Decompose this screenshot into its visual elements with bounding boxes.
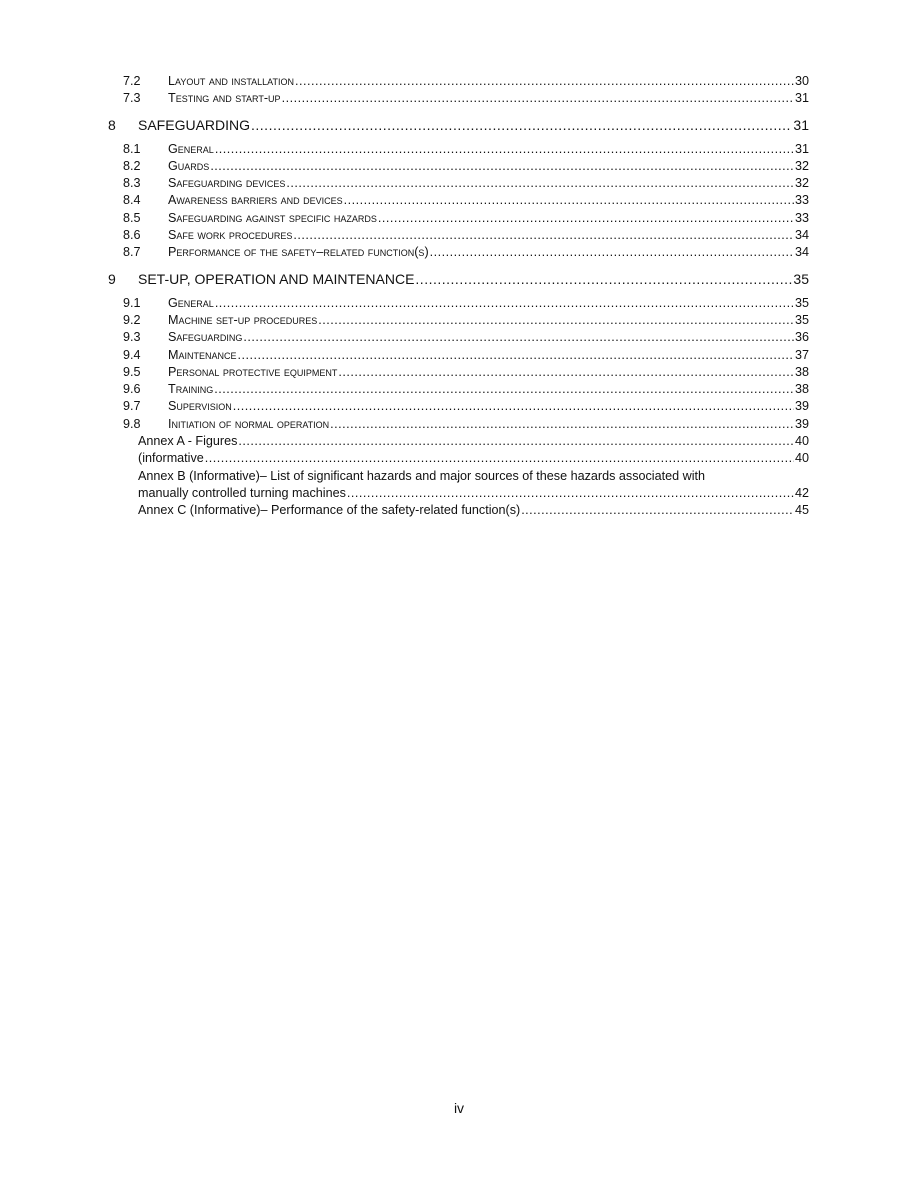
toc-entry[interactable] <box>0 192 918 209</box>
toc-entry-page: 39 <box>794 416 809 431</box>
toc-entry-title: Training <box>168 382 214 397</box>
toc-entry-title: Awareness barriers and devices <box>168 193 343 208</box>
toc-leader-dots <box>215 295 794 312</box>
toc-leader-dots <box>521 502 794 519</box>
toc-leader-dots <box>430 244 794 261</box>
toc-entry[interactable] <box>0 347 918 364</box>
toc-entry-number: 8.7 <box>123 245 141 260</box>
toc-section-title: SAFEGUARDING <box>138 116 251 133</box>
toc-annex-title: manually controlled turning machines <box>138 485 346 500</box>
toc-entry[interactable] <box>0 312 918 329</box>
toc-entry[interactable] <box>0 158 918 175</box>
toc-entry-title: Safeguarding devices <box>168 176 286 191</box>
toc-entry-page: 32 <box>794 176 809 191</box>
toc-entry-number: 9.8 <box>123 416 141 431</box>
toc-entry-page: 33 <box>794 193 809 208</box>
toc-section-number: 9 <box>108 270 116 287</box>
toc-entry-page: 31 <box>794 91 809 106</box>
toc-entry-page: 34 <box>794 228 809 243</box>
toc-entry-title: Initiation of normal operation <box>168 416 330 431</box>
toc-entry[interactable] <box>0 364 918 381</box>
toc-annex-entry[interactable] <box>0 433 918 450</box>
toc-entry-title: Layout and installation <box>168 74 295 88</box>
toc-entry-title: Safe work procedures <box>168 228 293 243</box>
toc-leader-dots <box>210 158 794 175</box>
toc-entry[interactable] <box>0 227 918 244</box>
toc-annex-entry[interactable] <box>0 502 918 519</box>
toc-entry-page: 35 <box>794 295 809 310</box>
toc-entry-number: 8.6 <box>123 228 141 243</box>
toc-leader-dots <box>214 381 794 398</box>
toc-entry-page: 34 <box>794 245 809 260</box>
toc-entry-title: Guards <box>168 158 210 173</box>
toc-entry-number: 8.4 <box>123 193 141 208</box>
toc-section-title: SET-UP, OPERATION AND MAINTENANCE <box>138 270 415 287</box>
toc-entry-title: Personal protective equipment <box>168 364 338 379</box>
toc-entry-page: 35 <box>793 270 809 287</box>
toc-entry-title: Machine set-up procedures <box>168 312 318 327</box>
toc-leader-dots <box>233 398 794 415</box>
toc-leader-dots <box>318 312 794 329</box>
toc-entry-page: 38 <box>794 382 809 397</box>
toc-entry[interactable] <box>0 175 918 192</box>
toc-entry-title: Testing and start-up <box>168 91 281 106</box>
toc-entry[interactable] <box>0 141 918 158</box>
toc-entry[interactable] <box>0 416 918 433</box>
toc-entry-number: 7.2 <box>123 74 141 88</box>
toc-leader-dots <box>293 227 794 244</box>
toc-entry-page: 36 <box>794 330 809 345</box>
toc-entry-page: 31 <box>794 141 809 156</box>
toc-entry[interactable] <box>0 244 918 261</box>
toc-entry-number: 9.1 <box>123 295 141 310</box>
toc-entry-title: Safeguarding <box>168 330 243 345</box>
toc-leader-dots <box>295 73 794 90</box>
toc-entry-number: 8.2 <box>123 158 141 173</box>
toc-entry[interactable] <box>0 398 918 415</box>
toc-entry[interactable] <box>0 381 918 398</box>
toc-entry[interactable] <box>0 90 918 107</box>
toc-entry[interactable] <box>0 295 918 312</box>
toc-entry-page: 33 <box>794 210 809 225</box>
toc-entry-page: 37 <box>794 347 809 362</box>
toc-section-number: 8 <box>108 116 116 133</box>
toc-entry-title: General <box>168 295 214 310</box>
toc-entry-title: Safeguarding against specific hazards <box>168 210 377 225</box>
toc-entry-number: 9.6 <box>123 382 141 397</box>
toc-leader-dots <box>338 364 794 381</box>
toc-entry-number: 9.7 <box>123 399 141 414</box>
toc-entry-title: Maintenance <box>168 347 237 362</box>
toc-entry-page: 32 <box>794 158 809 173</box>
toc-entry-number: 7.3 <box>123 91 141 106</box>
toc-leader-dots <box>251 116 792 134</box>
toc-leader-dots <box>215 141 794 158</box>
toc-entry[interactable] <box>0 329 918 346</box>
toc-annex-entry[interactable] <box>0 450 918 467</box>
toc-leader-dots <box>243 329 794 346</box>
toc-entry[interactable] <box>0 73 918 90</box>
toc-entry-page: 30 <box>794 74 809 88</box>
toc-entry-page: 40 <box>794 451 809 466</box>
toc-leader-dots <box>330 416 794 433</box>
toc-entry-number: 9.2 <box>123 312 141 327</box>
toc-entry-page: 40 <box>794 434 809 449</box>
toc-entry-page: 45 <box>794 503 809 518</box>
toc-entry[interactable] <box>0 210 918 227</box>
toc-leader-dots <box>205 450 794 467</box>
toc-entry-title: Supervision <box>168 399 232 414</box>
toc-entry-title: General <box>168 141 214 156</box>
toc-entry-title: Performance of the safety–related function(s) <box>168 245 429 260</box>
toc-leader-dots <box>378 210 794 227</box>
toc-entry-number: 9.3 <box>123 330 141 345</box>
toc-entry-number: 8.1 <box>123 141 141 156</box>
toc-entry-page: 39 <box>794 399 809 414</box>
toc-leader-dots <box>344 192 794 209</box>
toc-annex-title: Annex A - Figures <box>138 434 238 449</box>
toc-leader-dots <box>238 347 794 364</box>
toc-leader-dots <box>286 175 794 192</box>
table-of-contents <box>0 73 918 520</box>
toc-entry-number: 9.5 <box>123 364 141 379</box>
toc-annex-entry[interactable] <box>0 468 918 503</box>
toc-leader-dots <box>415 270 792 288</box>
toc-entry-number: 8.5 <box>123 210 141 225</box>
toc-section-entry[interactable] <box>0 270 918 288</box>
toc-annex-title: Annex C (Informative)– Performance of the safety-related function(s) <box>138 503 521 518</box>
toc-leader-dots <box>238 433 794 450</box>
toc-leader-dots <box>347 485 794 502</box>
toc-entry-page: 42 <box>794 485 809 500</box>
toc-entry-page: 35 <box>794 312 809 327</box>
toc-entry-number: 8.3 <box>123 176 141 191</box>
page-number: iv <box>453 1100 465 1116</box>
toc-entry-number: 9.4 <box>123 347 141 362</box>
toc-section-entry[interactable] <box>0 116 918 134</box>
toc-annex-title-line1: Annex B (Informative)– List of significant hazards and major sources of these hazards associated with <box>138 468 706 483</box>
toc-entry-page: 31 <box>793 116 809 133</box>
toc-annex-title: (informative <box>138 451 204 466</box>
toc-entry-page: 38 <box>794 364 809 379</box>
toc-leader-dots <box>282 90 794 107</box>
